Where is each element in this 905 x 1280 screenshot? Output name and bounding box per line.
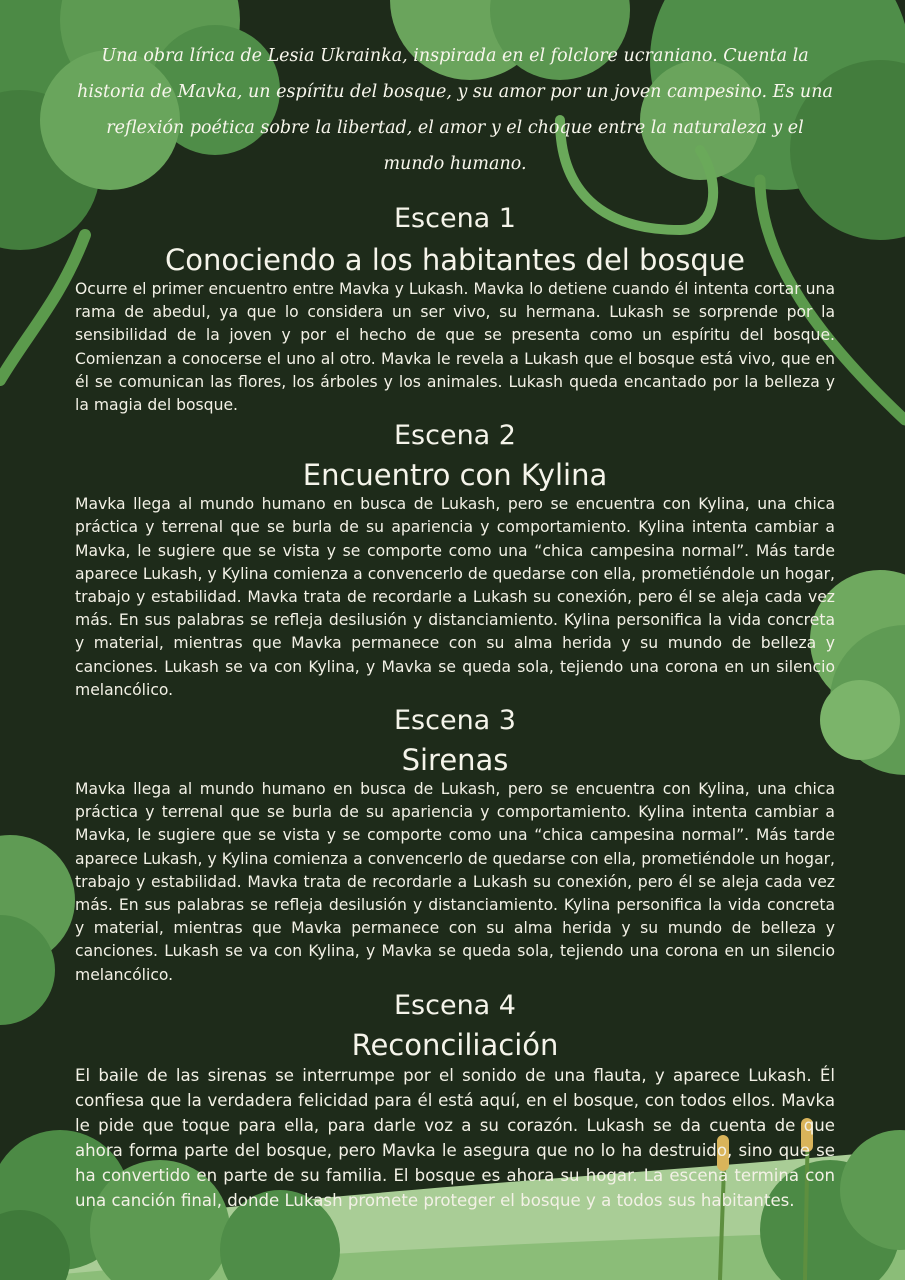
scene-number: Escena 3: [393, 705, 516, 737]
scene-title: Sirenas: [401, 743, 509, 778]
scene-title: Conociendo a los habitantes del bosque: [165, 243, 745, 277]
page-content: [75, 0, 835, 1213]
scene-number: Escena 4: [393, 989, 516, 1021]
scene-number: Escena 1: [393, 203, 516, 234]
scene-text: Ocurre el primer encuentro entre Mavka y Lukash. Mavka lo detiene cuando él intenta cortar una rama de abedul, ya que lo considera un ser vivo, su hermana. Lukash se sorprende por la sensibilidad de la joven y por el hecho de que se presenta como un espíritu del bosque. Comienzan a conocerse el uno al otro. Mavka le revela a Lukash que el bosque está vivo, que en él se comunican las flores, los árboles y los animales. Lukash queda encantado por la belleza y la magia del bosque.: [75, 280, 835, 415]
scene-text: El baile de las sirenas se interrumpe por el sonido de una flauta, y aparece Lukash. Él confiesa que la verdadera felicidad para él está aquí, en el bosque, con todos ellos. Mavka le pide que toque para ella, para darle voz a su corazón. Lukash se da cuenta de que ahora forma parte del bosque, pero Mavka le asegura que no lo ha destruido, sino que se ha convertido en parte de su familia. El bosque es ahora su hogar. La escena termina con una canción final, donde Lukash promete proteger el bosque y a todos sus habitantes.: [75, 1065, 835, 1210]
scene-title: Reconciliación: [351, 1027, 559, 1062]
scene-text: Mavka llega al mundo humano en busca de Lukash, pero se encuentra con Kylina, una chica práctica y terrenal que se burla de su apariencia y comportamiento. Kylina intenta cambiar a Mavka, le sugiere que se vista y se comporte como una “chica campesina normal”. Más tarde aparece Lukash, y Kylina comienza a convencerlo de quedarse con ella, prometiéndole un hogar, trabajo y estabilidad. Mavka trata de recordarle a Lukash su conexión, pero él se aleja cada vez más. En sus palabras se refleja desilusión y distanciamiento. Kylina personifica la vida concreta y material, mientras que Mavka permanece con su alma herida y su mundo de belleza y canciones. Lukash se va con Kylina, y Mavka se queda sola, tejiendo una corona en un silencio melancólico.: [75, 780, 835, 984]
scene-2: [75, 419, 835, 702]
scene-text: Mavka llega al mundo humano en busca de Lukash, pero se encuentra con Kylina, una chica práctica y terrenal que se burla de su apariencia y comportamiento. Kylina intenta cambiar a Mavka, le sugiere que se vista y se comporte como una “chica campesina normal”. Más tarde aparece Lukash, y Kylina comienza a convencerlo de quedarse con ella, prometiéndole un hogar, trabajo y estabilidad. Mavka trata de recordarle a Lukash su conexión, pero él se aleja cada vez más. En sus palabras se refleja desilusión y distanciamiento. Kylina personifica la vida concreta y material, mientras que Mavka permanece con su alma herida y su mundo de belleza y canciones. Lukash se va con Kylina, y Mavka se queda sola, tejiendo una corona en un silencio melancólico.: [75, 495, 835, 699]
scene-4: [75, 989, 835, 1213]
left-bush: [0, 835, 75, 1025]
scene-number: Escena 2: [393, 420, 516, 452]
scene-1: [75, 202, 835, 417]
scene-title: Encuentro con Kylina: [302, 458, 608, 493]
scene-3: [75, 704, 835, 987]
vine-left: [0, 235, 85, 380]
intro-paragraph: Una obra lírica de Lesia Ukrainka, inspirada en el folclore ucraniano. Cuenta la historia de Mavka, un espíritu del bosque, y su amor por un joven campesino. Es una reflexión poética sobre la libertad, el amor y el choque entre la naturaleza y el mundo humano.: [77, 46, 833, 174]
